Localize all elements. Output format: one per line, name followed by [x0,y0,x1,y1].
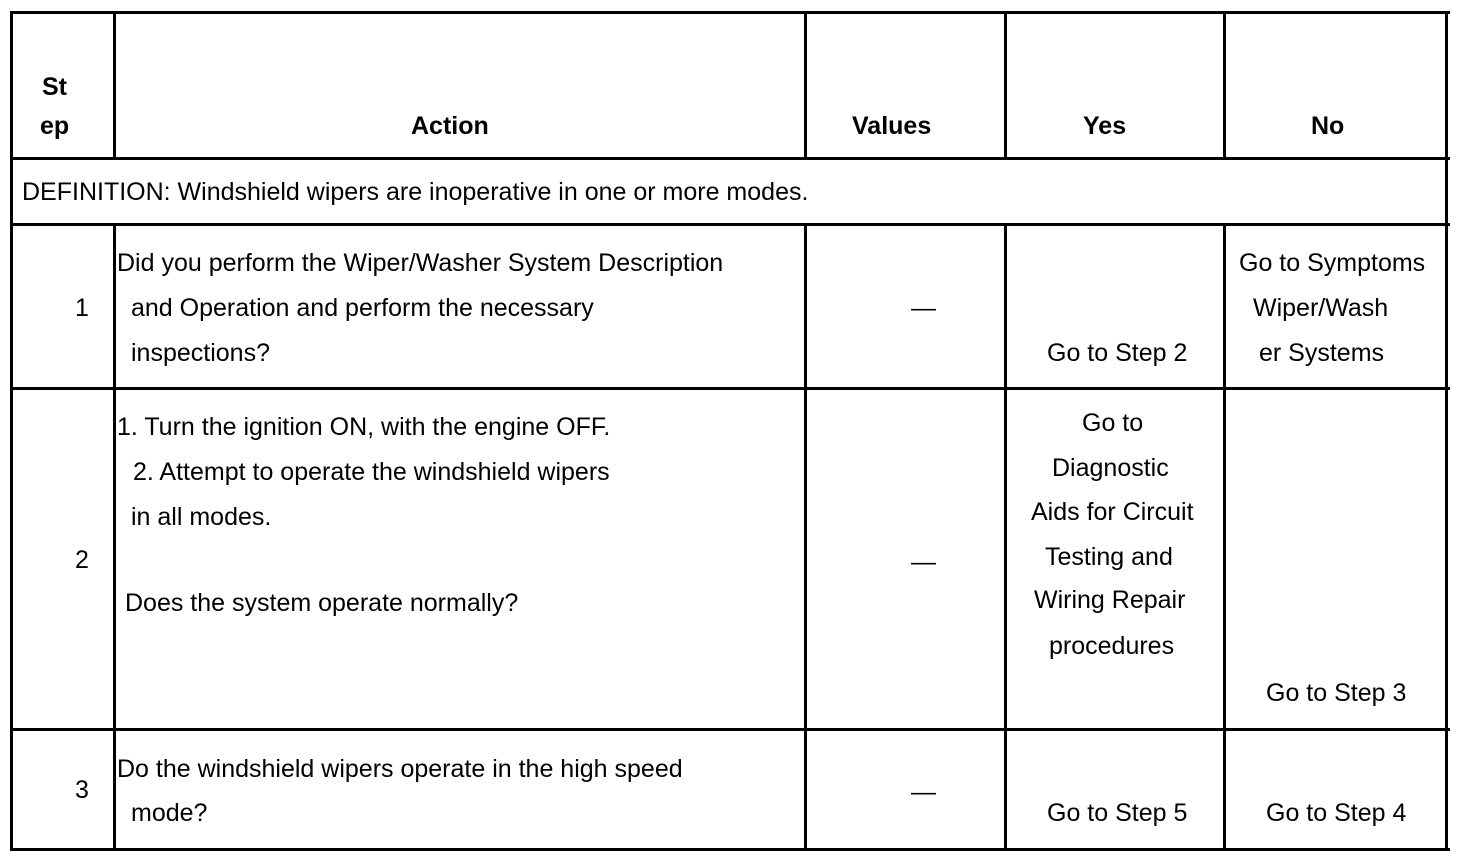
action-text: 2. Attempt to operate the windshield wipers [133,458,610,486]
definition-text: DEFINITION: Windshield wipers are inoperative in one or more modes. [22,178,809,206]
action-text: mode? [131,799,208,827]
col-divider-yes [1223,223,1226,851]
no-text: Go to Step 4 [1266,799,1407,827]
values-text: — [911,548,936,576]
step-number: 3 [75,776,89,804]
yes-text: Go to [1082,409,1144,437]
yes-text: Wiring Repair [1034,586,1186,614]
table-border-right [1445,11,1448,851]
col-divider-values [1004,11,1007,160]
yes-text: Aids for Circuit [1031,498,1194,526]
action-text: Did you perform the Wiper/Washer System Description [117,249,724,277]
yes-text: Diagnostic [1052,454,1169,482]
no-text: Go to Step 3 [1266,679,1407,707]
col-divider-values [1004,223,1007,851]
header-step: ep [40,112,70,140]
header-step: St [42,73,67,101]
action-text: and Operation and perform the necessary [131,294,594,322]
header-values: Values [852,112,932,140]
step-number: 2 [75,546,89,574]
values-text: — [911,294,936,322]
col-divider-action [804,223,807,851]
row-2-bottom-rule [10,728,1450,731]
action-text: Does the system operate normally? [125,589,519,617]
yes-text: procedures [1049,632,1175,660]
yes-text: Go to Step 2 [1047,339,1188,367]
values-text: — [911,778,936,806]
col-divider-action [804,11,807,160]
header-yes: Yes [1083,112,1127,140]
action-text: in all modes. [131,503,272,531]
col-divider-step [113,11,116,160]
col-divider-step [113,223,116,851]
no-text: Wiper/Wash [1253,294,1389,322]
action-text: 1. Turn the ignition ON, with the engine OFF. [117,413,611,441]
action-text: inspections? [131,339,270,367]
no-text: Go to Symptoms [1239,249,1426,277]
table-border-top [10,11,1450,14]
header-action: Action [411,112,489,140]
col-divider-yes [1223,11,1226,160]
definition-bottom-rule [10,223,1450,226]
header-no: No [1311,112,1345,140]
action-text: Do the windshield wipers operate in the high speed [117,755,683,783]
step-number: 1 [75,294,89,322]
header-bottom-rule [10,157,1450,160]
table-border-bottom [10,848,1450,851]
yes-text: Go to Step 5 [1047,799,1188,827]
yes-text: Testing and [1045,543,1173,571]
row-1-bottom-rule [10,387,1450,390]
table-border-left [10,11,13,851]
no-text: er Systems [1259,339,1385,367]
